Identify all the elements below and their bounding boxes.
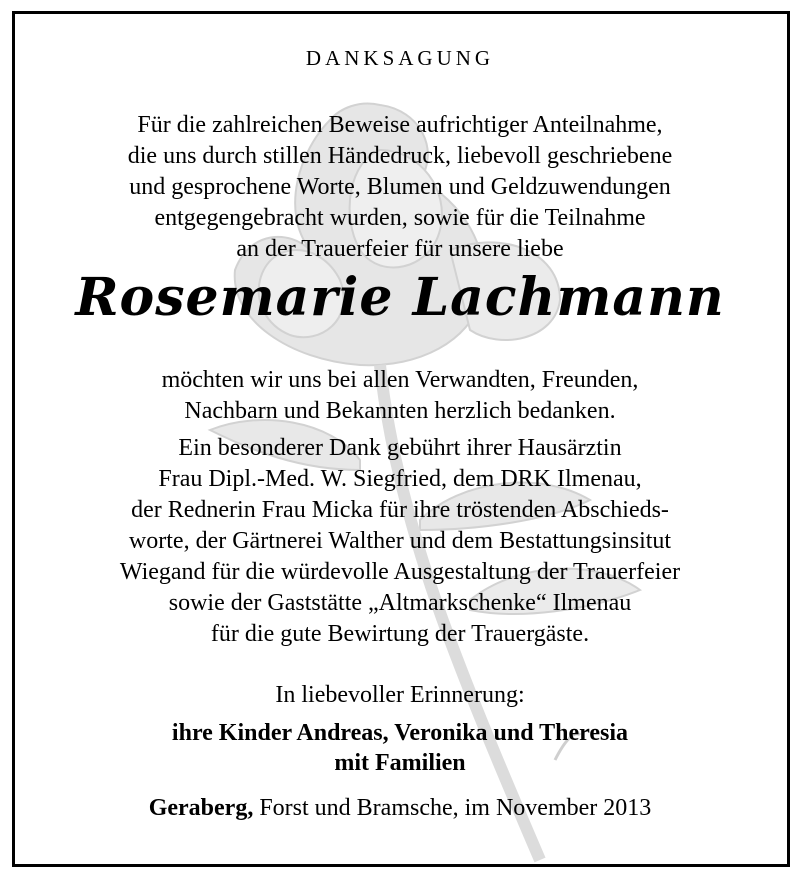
thanks-line: Nachbarn und Bekannten herzlich bedanken. [184,398,616,424]
special-thanks-line: der Rednerin Frau Micka für ihre tröstenden Abschieds- [131,497,669,523]
intro-line: entgegengebracht wurden, sowie für die Teilnahme [154,205,646,231]
intro-line: an der Trauerfeier für unsere liebe [236,236,564,262]
signers-line: ihre Kinder Andreas, Veronika und Theresia [171,720,629,746]
intro-line: und gesprochene Worte, Blumen und Geldzuwendungen [129,174,671,200]
special-thanks-line: Wiegand für die würdevolle Ausgestaltung der Trauerfeier [119,559,681,585]
thanks-paragraph [15,365,785,427]
memory-line: In liebevoller Erinnerung: [275,682,525,708]
intro-line: die uns durch stillen Händedruck, liebevoll geschriebene [127,143,673,169]
special-thanks-paragraph [15,433,785,650]
closing-rest: Forst und Bramsche, im November 2013 [253,795,652,821]
special-thanks-line: sowie der Gaststätte „Altmarkschenke“ Ilmenau [168,590,632,616]
special-thanks-line: worte, der Gärtnerei Walther und dem Bestattungsinsitut [128,528,672,554]
notice-body [15,14,785,864]
special-thanks-line: Ein besonderer Dank gebührt ihrer Hausärztin [178,435,622,461]
signers [15,718,785,778]
signers-line: mit Familien [334,750,466,776]
intro-line: Für die zahlreichen Beweise aufrichtiger Anteilnahme, [137,112,663,138]
special-thanks-line: für die gute Bewirtung der Trauergäste. [210,621,590,647]
intro-paragraph [15,110,785,265]
thanks-line: möchten wir uns bei allen Verwandten, Freunden, [161,367,639,393]
closing-place: Geraberg, [148,795,254,821]
closing-line [15,795,785,822]
special-thanks-line: Frau Dipl.-Med. W. Siegfried, dem DRK Ilmenau, [158,466,642,492]
deceased-name: Rosemarie Lachmann [75,267,725,328]
notice-heading: DANKSAGUNG [305,46,495,70]
